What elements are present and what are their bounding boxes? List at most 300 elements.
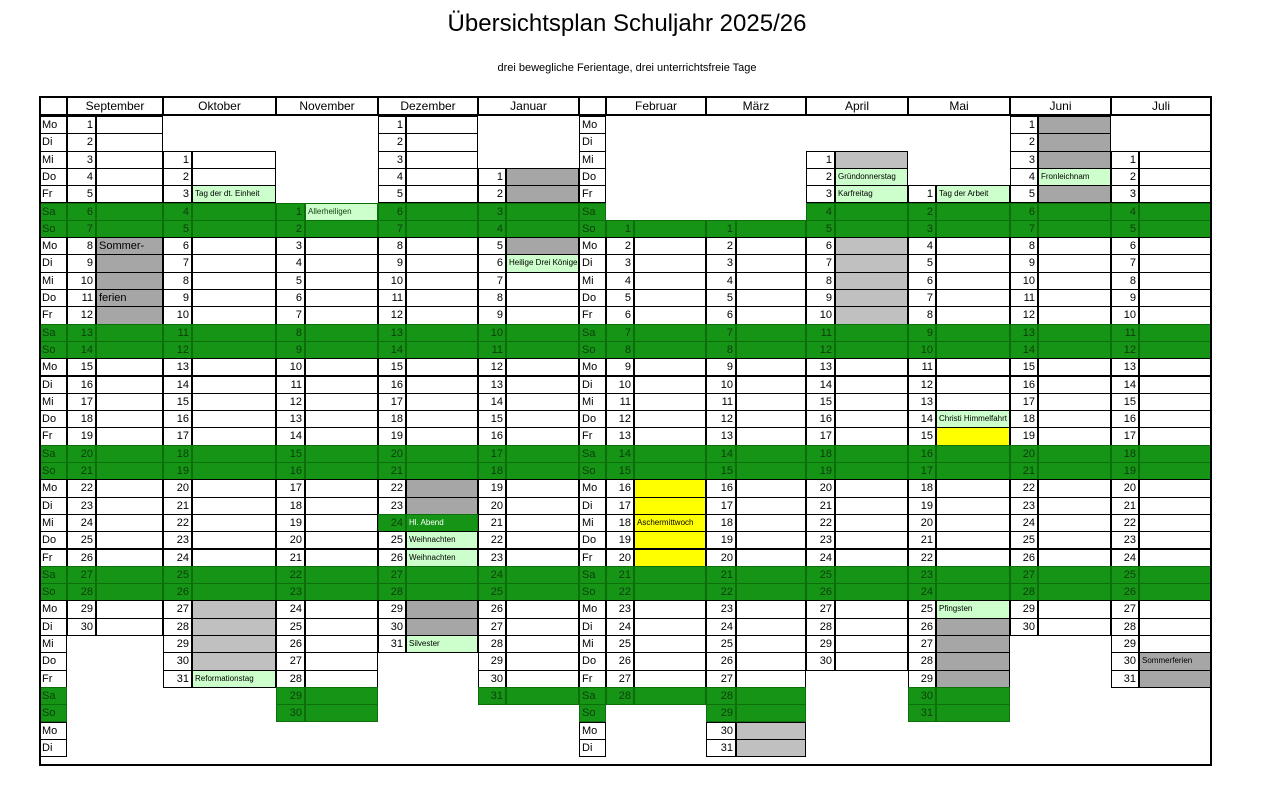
day-number: 16: [606, 479, 634, 497]
day-note: [835, 549, 908, 567]
day-number: 1: [163, 151, 192, 169]
day-number: 6: [806, 237, 835, 255]
day-note: [1139, 185, 1211, 203]
day-note: [634, 427, 706, 445]
day-number: 21: [908, 531, 936, 549]
day-number: 21: [276, 549, 305, 567]
day-number: 10: [1010, 272, 1038, 290]
day-note: [1038, 341, 1111, 359]
day-number: 22: [606, 583, 634, 601]
day-note: [406, 358, 478, 376]
day-number: 30: [806, 652, 835, 670]
day-note: [634, 497, 706, 515]
day-note: [1139, 358, 1211, 376]
day-number: 4: [163, 203, 192, 221]
weekday-label: Sa: [39, 687, 67, 705]
day-number: 14: [908, 410, 936, 428]
day-note: [406, 324, 478, 342]
day-number: 24: [908, 583, 936, 601]
weekday-label: Fr: [579, 549, 606, 567]
day-note: [1139, 341, 1211, 359]
day-number: 19: [908, 497, 936, 515]
day-note: [406, 237, 478, 255]
day-note: [936, 549, 1010, 567]
day-note: [634, 324, 706, 342]
day-number: 5: [378, 185, 406, 203]
day-note: [936, 376, 1010, 394]
day-number: 21: [706, 566, 736, 584]
weekday-label: Mo: [39, 358, 67, 376]
day-number: 26: [806, 583, 835, 601]
day-number: 21: [606, 566, 634, 584]
day-note: [1139, 237, 1211, 255]
day-number: 30: [163, 652, 192, 670]
day-note: [305, 306, 378, 324]
day-number: 25: [67, 531, 96, 549]
day-number: 23: [276, 583, 305, 601]
month-header: September: [67, 97, 163, 115]
day-number: 26: [478, 600, 506, 618]
day-number: 21: [67, 462, 96, 480]
day-number: 12: [276, 393, 305, 411]
day-note: [192, 635, 276, 653]
day-number: 3: [706, 254, 736, 272]
day-note: [1038, 358, 1111, 376]
day-number: 1: [276, 203, 305, 221]
day-number: 22: [478, 531, 506, 549]
day-note: [506, 376, 579, 394]
day-note: [96, 479, 163, 497]
day-number: 6: [67, 203, 96, 221]
day-number: 2: [806, 168, 835, 186]
day-number: 3: [1010, 151, 1038, 169]
weekday-label: Di: [39, 133, 67, 151]
day-note: [634, 583, 706, 601]
weekday-label: Sa: [579, 324, 606, 342]
day-note: [634, 652, 706, 670]
holiday-label: Pfingsten: [936, 600, 1010, 618]
weekday-label: Fr: [39, 549, 67, 567]
day-note: [305, 358, 378, 376]
day-note: [736, 445, 806, 463]
day-note: [634, 687, 706, 705]
day-note: [1139, 151, 1211, 169]
day-note: [406, 427, 478, 445]
day-note: [835, 203, 908, 221]
weekday-label: So: [39, 583, 67, 601]
day-number: 21: [378, 462, 406, 480]
day-number: 8: [67, 237, 96, 255]
day-number: 29: [163, 635, 192, 653]
day-number: 9: [1111, 289, 1139, 307]
month-header: Januar: [478, 97, 579, 115]
day-number: 15: [806, 393, 835, 411]
day-number: 7: [806, 254, 835, 272]
weekday-label: Mo: [579, 722, 606, 740]
day-note: [192, 341, 276, 359]
weekday-label: Di: [579, 739, 606, 757]
day-number: 3: [163, 185, 192, 203]
day-number: 18: [706, 514, 736, 532]
day-number: 30: [1010, 618, 1038, 636]
day-number: 25: [276, 618, 305, 636]
day-note: [1139, 289, 1211, 307]
day-number: 31: [908, 704, 936, 722]
day-number: 23: [478, 549, 506, 567]
day-note: [936, 427, 1010, 445]
day-note: [936, 497, 1010, 515]
day-number: 7: [163, 254, 192, 272]
month-header: Oktober: [163, 97, 276, 115]
day-note: [406, 445, 478, 463]
day-number: 29: [378, 600, 406, 618]
day-note: [96, 393, 163, 411]
weekday-label: So: [39, 220, 67, 238]
day-note: [835, 462, 908, 480]
day-number: 27: [606, 670, 634, 688]
day-note: [1139, 168, 1211, 186]
day-number: 14: [1111, 376, 1139, 394]
day-number: 24: [1010, 514, 1038, 532]
holiday-label: Aschermittwoch: [634, 514, 706, 532]
day-note: [736, 600, 806, 618]
day-note: [634, 220, 706, 238]
weekday-label: Do: [39, 652, 67, 670]
day-note: [936, 393, 1010, 411]
day-number: 5: [908, 254, 936, 272]
day-number: 4: [706, 272, 736, 290]
day-note: [936, 272, 1010, 290]
day-note: [506, 687, 579, 705]
day-note: [835, 272, 908, 290]
day-note: [96, 324, 163, 342]
day-number: 14: [806, 376, 835, 394]
day-number: 21: [478, 514, 506, 532]
day-number: 23: [163, 531, 192, 549]
day-note: [936, 306, 1010, 324]
weekday-label: Mo: [579, 600, 606, 618]
day-number: 3: [1111, 185, 1139, 203]
holiday-label: Gründonnerstag: [835, 168, 908, 186]
day-number: 6: [1010, 203, 1038, 221]
day-note: [736, 306, 806, 324]
day-number: 24: [1111, 549, 1139, 567]
weekday-header: [579, 97, 606, 115]
day-note: [936, 237, 1010, 255]
day-note: [305, 341, 378, 359]
day-number: 22: [378, 479, 406, 497]
day-number: 14: [67, 341, 96, 359]
day-note: [936, 254, 1010, 272]
day-number: 28: [378, 583, 406, 601]
day-number: 9: [478, 306, 506, 324]
day-note: [936, 203, 1010, 221]
day-note: [1139, 254, 1211, 272]
day-note: [406, 583, 478, 601]
day-number: 18: [478, 462, 506, 480]
day-note: [305, 479, 378, 497]
day-number: 11: [706, 393, 736, 411]
day-note: [1038, 462, 1111, 480]
day-note: [634, 670, 706, 688]
day-note: [835, 618, 908, 636]
day-number: 29: [276, 687, 305, 705]
day-number: 5: [1010, 185, 1038, 203]
day-note: [1038, 479, 1111, 497]
day-number: 22: [706, 583, 736, 601]
day-note: [506, 600, 579, 618]
day-note: [736, 531, 806, 549]
weekday-label: Do: [39, 289, 67, 307]
day-number: 23: [378, 497, 406, 515]
day-note: [506, 306, 579, 324]
day-note: [96, 358, 163, 376]
day-note: [736, 393, 806, 411]
page-title: Übersichtsplan Schuljahr 2025/26: [447, 10, 807, 37]
day-number: 12: [908, 376, 936, 394]
day-note: [1139, 670, 1211, 688]
weekday-header: [39, 97, 67, 115]
day-note: [305, 583, 378, 601]
day-note: [506, 341, 579, 359]
day-number: 4: [1111, 203, 1139, 221]
day-number: 19: [163, 462, 192, 480]
day-note: [192, 151, 276, 169]
day-number: 14: [163, 376, 192, 394]
day-note: [835, 479, 908, 497]
day-number: 11: [806, 324, 835, 342]
day-note: [96, 168, 163, 186]
day-number: 20: [67, 445, 96, 463]
day-number: 24: [67, 514, 96, 532]
day-note: [406, 116, 478, 134]
day-note: [835, 531, 908, 549]
day-number: 27: [163, 600, 192, 618]
day-note: [835, 566, 908, 584]
day-number: 26: [163, 583, 192, 601]
day-number: 12: [806, 341, 835, 359]
day-number: 3: [908, 220, 936, 238]
day-note: [835, 583, 908, 601]
day-note: [1038, 410, 1111, 428]
day-note: [1038, 549, 1111, 567]
day-note: [835, 254, 908, 272]
day-number: 25: [806, 566, 835, 584]
day-number: 14: [1010, 341, 1038, 359]
day-note: [506, 203, 579, 221]
day-note: [305, 497, 378, 515]
day-number: 22: [1010, 479, 1038, 497]
weekday-label: Di: [39, 739, 67, 757]
day-number: 20: [806, 479, 835, 497]
day-note: [1139, 410, 1211, 428]
page-subtitle: drei bewegliche Ferientage, drei unterrichtsfreie Tage: [497, 62, 757, 74]
day-note: [506, 531, 579, 549]
day-number: 10: [67, 272, 96, 290]
day-number: 6: [276, 289, 305, 307]
day-number: 6: [1111, 237, 1139, 255]
day-number: 13: [606, 427, 634, 445]
day-number: 19: [806, 462, 835, 480]
day-note: [736, 376, 806, 394]
day-note: [192, 306, 276, 324]
holiday-label: ferien: [96, 289, 163, 307]
day-number: 6: [478, 254, 506, 272]
weekday-label: Di: [39, 376, 67, 394]
day-number: 20: [908, 514, 936, 532]
day-note: [406, 410, 478, 428]
day-number: 8: [163, 272, 192, 290]
weekday-label: Do: [39, 410, 67, 428]
day-number: 18: [378, 410, 406, 428]
day-note: [96, 306, 163, 324]
day-note: [96, 549, 163, 567]
day-number: 25: [908, 600, 936, 618]
day-note: [406, 306, 478, 324]
weekday-label: Do: [579, 410, 606, 428]
day-number: 15: [276, 445, 305, 463]
weekday-label: Do: [579, 289, 606, 307]
day-note: [835, 427, 908, 445]
day-number: 14: [378, 341, 406, 359]
day-number: 24: [606, 618, 634, 636]
day-number: 20: [276, 531, 305, 549]
weekday-label: Mo: [579, 116, 606, 134]
day-note: [1139, 462, 1211, 480]
day-number: 26: [378, 549, 406, 567]
day-number: 18: [1010, 410, 1038, 428]
day-number: 10: [378, 272, 406, 290]
day-number: 25: [706, 635, 736, 653]
day-note: [1038, 583, 1111, 601]
day-note: [736, 566, 806, 584]
day-note: [835, 324, 908, 342]
weekday-label: Mo: [39, 479, 67, 497]
day-number: 13: [1010, 324, 1038, 342]
day-note: [1139, 531, 1211, 549]
day-note: [96, 583, 163, 601]
holiday-label: Tag der dt. Einheit: [192, 185, 276, 203]
day-note: [936, 289, 1010, 307]
header-divider: [39, 114, 1212, 116]
weekday-label: Fr: [39, 185, 67, 203]
weekday-label: Mi: [39, 514, 67, 532]
day-number: 27: [1010, 566, 1038, 584]
day-note: [506, 652, 579, 670]
day-number: 23: [606, 600, 634, 618]
day-note: [1139, 514, 1211, 532]
day-number: 16: [908, 445, 936, 463]
weekday-label: Mi: [579, 151, 606, 169]
day-number: 13: [378, 324, 406, 342]
day-note: [96, 600, 163, 618]
weekday-label: Do: [39, 531, 67, 549]
day-number: 11: [276, 376, 305, 394]
day-number: 28: [806, 618, 835, 636]
day-number: 17: [378, 393, 406, 411]
day-note: [406, 254, 478, 272]
day-note: [192, 479, 276, 497]
day-number: 8: [1111, 272, 1139, 290]
day-number: 3: [67, 151, 96, 169]
weekday-label: Mo: [579, 237, 606, 255]
day-note: [192, 220, 276, 238]
day-note: [634, 341, 706, 359]
day-number: 12: [606, 410, 634, 428]
day-note: [506, 168, 579, 186]
weekday-label: So: [579, 220, 606, 238]
day-note: [736, 549, 806, 567]
holiday-label: Silvester: [406, 635, 478, 653]
day-number: 30: [1111, 652, 1139, 670]
day-note: [192, 376, 276, 394]
day-number: 10: [276, 358, 305, 376]
day-number: 16: [706, 479, 736, 497]
weekday-label: Mo: [39, 722, 67, 740]
day-note: [736, 583, 806, 601]
day-note: [305, 289, 378, 307]
day-note: [192, 427, 276, 445]
day-number: 31: [163, 670, 192, 688]
day-note: [406, 151, 478, 169]
weekday-label: So: [39, 341, 67, 359]
day-note: [96, 116, 163, 134]
day-note: [634, 566, 706, 584]
day-number: 26: [908, 618, 936, 636]
day-number: 21: [1111, 497, 1139, 515]
day-note: [96, 618, 163, 636]
holiday-label: Hl. Abend: [406, 514, 478, 532]
day-note: [1038, 289, 1111, 307]
day-number: 10: [706, 376, 736, 394]
day-number: 20: [1010, 445, 1038, 463]
day-number: 22: [67, 479, 96, 497]
holiday-label: Sommer-: [96, 237, 163, 255]
day-number: 5: [67, 185, 96, 203]
day-note: [506, 324, 579, 342]
day-note: [1038, 237, 1111, 255]
day-number: 3: [378, 151, 406, 169]
day-number: 9: [606, 358, 634, 376]
day-number: 9: [1010, 254, 1038, 272]
day-number: 6: [908, 272, 936, 290]
day-note: [406, 618, 478, 636]
day-note: [305, 462, 378, 480]
day-note: [96, 151, 163, 169]
weekday-label: Do: [39, 168, 67, 186]
day-note: [936, 670, 1010, 688]
weekday-label: Sa: [39, 445, 67, 463]
month-header: Dezember: [378, 97, 478, 115]
weekday-label: Sa: [39, 203, 67, 221]
day-note: [1038, 133, 1111, 151]
day-note: [506, 445, 579, 463]
day-note: [936, 324, 1010, 342]
day-number: 11: [606, 393, 634, 411]
day-number: 18: [1111, 445, 1139, 463]
day-number: 27: [908, 635, 936, 653]
day-number: 26: [706, 652, 736, 670]
day-note: [634, 376, 706, 394]
day-number: 18: [806, 445, 835, 463]
day-note: [1038, 116, 1111, 134]
weekday-label: Sa: [579, 687, 606, 705]
day-number: 17: [163, 427, 192, 445]
day-number: 27: [1111, 600, 1139, 618]
day-number: 6: [163, 237, 192, 255]
day-note: [835, 652, 908, 670]
day-note: [96, 185, 163, 203]
